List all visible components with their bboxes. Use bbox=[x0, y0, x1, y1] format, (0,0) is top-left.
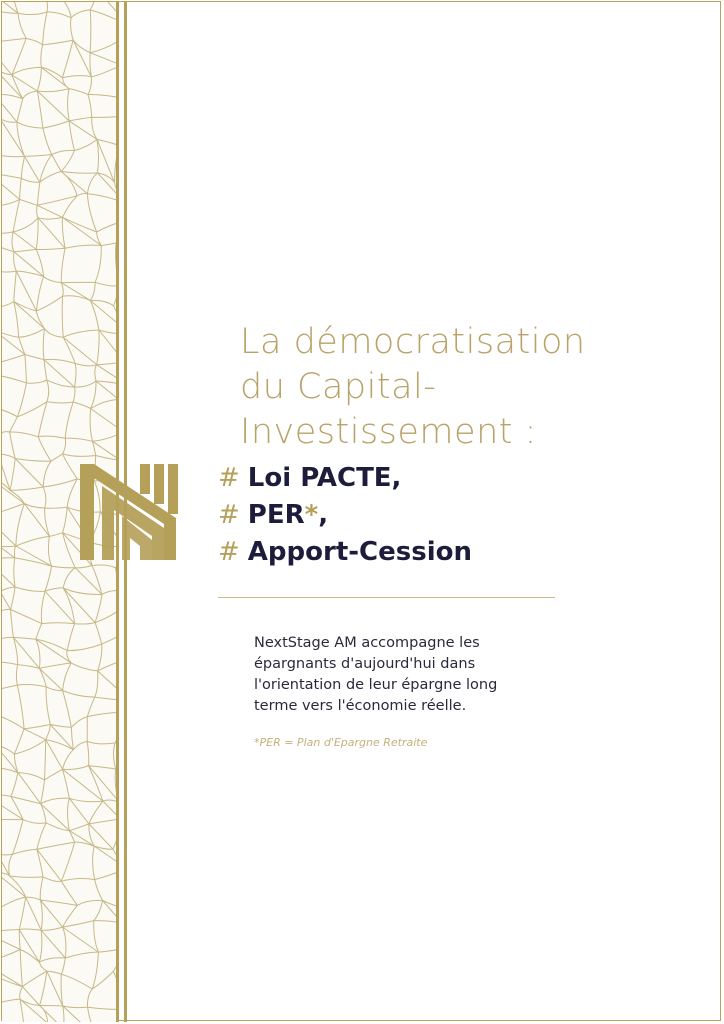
asterisk-mark: * bbox=[304, 500, 319, 530]
intro-line: épargnants d'aujourd'hui dans bbox=[254, 656, 476, 672]
hashtag-loi-pacte bbox=[218, 460, 698, 497]
hashtag-comma: , bbox=[318, 500, 329, 530]
hashtag-label: Loi PACTE, bbox=[247, 463, 402, 493]
hashtag-list bbox=[218, 460, 698, 571]
intro-line: l'orientation de leur épargne long bbox=[254, 677, 498, 693]
intro-line: terme vers l'économie réelle. bbox=[254, 698, 467, 714]
hash-symbol: # bbox=[218, 537, 240, 567]
hash-symbol: # bbox=[218, 463, 240, 493]
hashtag-label: Apport-Cession bbox=[247, 537, 472, 567]
intro-paragraph bbox=[254, 633, 584, 717]
headline-line: La démocratisation bbox=[240, 322, 586, 362]
headline bbox=[240, 320, 700, 455]
headline-line: du Capital- bbox=[240, 367, 437, 407]
hashtag-label: PER bbox=[247, 500, 305, 530]
hashtag-per bbox=[218, 497, 698, 534]
nextstage-logo-icon bbox=[80, 464, 178, 560]
hash-symbol: # bbox=[218, 500, 240, 530]
headline-line: Investissement : bbox=[240, 412, 537, 452]
intro-line: NextStage AM accompagne les bbox=[254, 635, 480, 651]
footnote: *PER = Plan d'Epargne Retraite bbox=[254, 736, 428, 749]
hashtag-apport-cession bbox=[218, 534, 698, 571]
section-divider bbox=[218, 597, 555, 598]
